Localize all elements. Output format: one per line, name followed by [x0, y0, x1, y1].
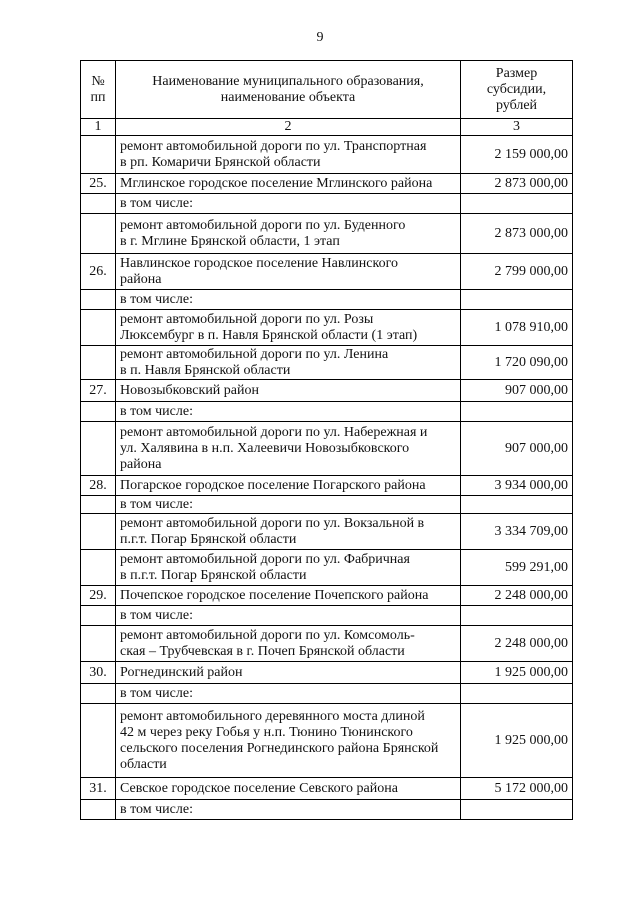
row-name: в том числе:: [116, 606, 461, 626]
header-name: Наименование муниципального образования, наименование объекта: [116, 61, 461, 119]
row-name: ремонт автомобильной дороги по ул. Транспортная в рп. Комаричи Брянской области: [116, 136, 461, 174]
row-number: [81, 496, 116, 514]
row-name: ремонт автомобильной дороги по ул. Ленина в п. Навля Брянской области: [116, 346, 461, 380]
row-number: 30.: [81, 662, 116, 684]
row-number: 27.: [81, 380, 116, 402]
table-row: [81, 380, 573, 402]
table-header-row: [81, 61, 573, 119]
row-number: [81, 422, 116, 476]
row-amount: [461, 496, 573, 514]
page-number: 9: [316, 30, 324, 45]
table-row: [81, 800, 573, 820]
table-row: [81, 174, 573, 194]
table-row: [81, 214, 573, 254]
row-number: [81, 136, 116, 174]
table-row: [81, 684, 573, 704]
row-name: в том числе:: [116, 684, 461, 704]
row-amount: 2 248 000,00: [461, 626, 573, 662]
row-amount: [461, 800, 573, 820]
row-amount: 2 159 000,00: [461, 136, 573, 174]
row-number: [81, 800, 116, 820]
row-amount: 2 873 000,00: [461, 214, 573, 254]
row-amount: 1 720 090,00: [461, 346, 573, 380]
row-amount: 1 078 910,00: [461, 310, 573, 346]
row-name: ремонт автомобильной дороги по ул. Вокзальной в п.г.т. Погар Брянской области: [116, 514, 461, 550]
row-name: Навлинское городское поселение Навлинского района: [116, 254, 461, 290]
row-amount: 907 000,00: [461, 422, 573, 476]
row-number: [81, 402, 116, 422]
row-number: [81, 310, 116, 346]
row-amount: [461, 194, 573, 214]
column-number-2: 2: [116, 119, 461, 136]
row-name: ремонт автомобильной дороги по ул. Фабричная в п.г.т. Погар Брянской области: [116, 550, 461, 586]
row-number: [81, 626, 116, 662]
row-amount: 5 172 000,00: [461, 778, 573, 800]
row-number: 28.: [81, 476, 116, 496]
row-amount: [461, 290, 573, 310]
row-amount: 3 934 000,00: [461, 476, 573, 496]
row-name: Погарское городское поселение Погарского района: [116, 476, 461, 496]
row-number: [81, 194, 116, 214]
row-name: ремонт автомобильного деревянного моста длиной 42 м через реку Гобья у н.п. Тюнино Тюнинского сельского поселения Рогнединского района Брянской области: [116, 704, 461, 778]
row-amount: [461, 402, 573, 422]
table-row: [81, 606, 573, 626]
row-name: в том числе:: [116, 402, 461, 422]
row-number: 25.: [81, 174, 116, 194]
row-amount: [461, 606, 573, 626]
row-amount: 907 000,00: [461, 380, 573, 402]
row-number: [81, 214, 116, 254]
row-name: Мглинское городское поселение Мглинского района: [116, 174, 461, 194]
table-row: [81, 496, 573, 514]
column-number-3: 3: [461, 119, 573, 136]
table-row: [81, 290, 573, 310]
table-row: [81, 346, 573, 380]
row-amount: 2 873 000,00: [461, 174, 573, 194]
row-name: ремонт автомобильной дороги по ул. Набережная и ул. Халявина в н.п. Халеевичи Новозыбковского района: [116, 422, 461, 476]
row-number: 26.: [81, 254, 116, 290]
table-row: [81, 254, 573, 290]
row-number: [81, 346, 116, 380]
column-number-1: 1: [81, 119, 116, 136]
row-number: [81, 290, 116, 310]
row-name: в том числе:: [116, 496, 461, 514]
row-amount: 3 334 709,00: [461, 514, 573, 550]
table-row: [81, 704, 573, 778]
row-number: [81, 514, 116, 550]
row-name: Севское городское поселение Севского района: [116, 778, 461, 800]
column-number-row: [81, 119, 573, 136]
header-amount: Размер субсидии, рублей: [461, 61, 573, 119]
row-name: Новозыбковский район: [116, 380, 461, 402]
table-row: [81, 476, 573, 496]
subsidy-table: [80, 60, 573, 820]
row-name: ремонт автомобильной дороги по ул. Розы Люксембург в п. Навля Брянской области (1 этап): [116, 310, 461, 346]
table-row: [81, 626, 573, 662]
row-number: 29.: [81, 586, 116, 606]
row-number: 31.: [81, 778, 116, 800]
row-name: Почепское городское поселение Почепского района: [116, 586, 461, 606]
table-row: [81, 402, 573, 422]
row-amount: 1 925 000,00: [461, 662, 573, 684]
row-number: [81, 684, 116, 704]
row-name: в том числе:: [116, 800, 461, 820]
row-name: в том числе:: [116, 290, 461, 310]
row-name: ремонт автомобильной дороги по ул. Комсомоль- ская – Трубчевская в г. Почеп Брянской области: [116, 626, 461, 662]
table-row: [81, 586, 573, 606]
row-number: [81, 704, 116, 778]
table-row: [81, 136, 573, 174]
row-amount: 599 291,00: [461, 550, 573, 586]
table-row: [81, 194, 573, 214]
table-row: [81, 422, 573, 476]
row-amount: [461, 684, 573, 704]
table-row: [81, 662, 573, 684]
row-amount: 1 925 000,00: [461, 704, 573, 778]
table-row: [81, 550, 573, 586]
row-name: Рогнединский район: [116, 662, 461, 684]
row-amount: 2 248 000,00: [461, 586, 573, 606]
row-number: [81, 606, 116, 626]
header-number: № пп: [81, 61, 116, 119]
row-amount: 2 799 000,00: [461, 254, 573, 290]
table-row: [81, 310, 573, 346]
row-number: [81, 550, 116, 586]
table-row: [81, 514, 573, 550]
table-row: [81, 778, 573, 800]
row-name: в том числе:: [116, 194, 461, 214]
row-name: ремонт автомобильной дороги по ул. Буденного в г. Мглине Брянской области, 1 этап: [116, 214, 461, 254]
